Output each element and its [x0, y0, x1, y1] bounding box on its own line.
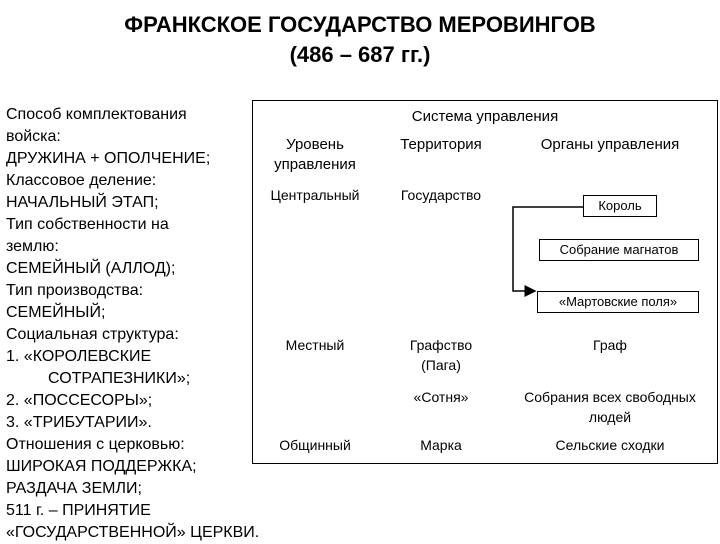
social-item-1: 1. «КОРОЛЕВСКИЕ [6, 348, 152, 365]
property-label-cont: землю: [6, 238, 59, 255]
church-label: Отношения с церковью: [6, 436, 185, 453]
page-title: ФРАНКСКОЕ ГОСУДАРСТВО МЕРОВИНГОВ [124, 12, 596, 37]
church-value-3: 511 г. – ПРИНЯТИЕ [6, 502, 151, 519]
hundred-territory: «Сотня» [413, 389, 469, 405]
property-value: СЕМЕЙНЫЙ (АЛЛОД); [6, 260, 176, 277]
army-label-cont: войска: [6, 128, 61, 145]
army-label: Способ комплектования [6, 106, 187, 123]
king-box: Король [583, 195, 657, 217]
local-level: Местный [285, 337, 345, 353]
local-organ: Граф [593, 337, 627, 353]
social-label: Социальная структура: [6, 326, 179, 343]
church-value-2: РАЗДАЧА ЗЕМЛИ; [6, 480, 142, 497]
army-value: ДРУЖИНА + ОПОЛЧЕНИЕ; [6, 150, 211, 167]
community-territory: Марка [420, 437, 462, 453]
production-value: СЕМЕЙНЫЙ; [6, 304, 106, 321]
hundred-organ-2: людей [588, 409, 632, 425]
march-fields-box: «Мартовские поля» [537, 291, 699, 313]
governance-table [252, 100, 718, 464]
class-value: НАЧАЛЬНЫЙ ЭТАП; [6, 194, 159, 211]
magnates-box: Собрание магнатов [539, 239, 699, 261]
header-territory: Территория [400, 136, 482, 153]
local-territory-2: (Пага) [421, 357, 461, 373]
header-level-1: Уровень [286, 136, 344, 153]
social-item-3: 3. «ТРИБУТАРИИ». [6, 414, 152, 431]
hundred-organ-1: Собрания всех свободных [524, 389, 696, 405]
community-level: Общинный [279, 437, 351, 453]
social-item-2: 2. «ПОССЕСОРЫ»; [6, 392, 153, 409]
class-label: Классовое деление: [6, 172, 157, 189]
central-territory: Государство [400, 187, 482, 203]
property-label: Тип собственности на [6, 216, 169, 233]
production-label: Тип производства: [6, 282, 144, 299]
church-value-4: «ГОСУДАРСТВЕННОЙ» ЦЕРКВИ. [6, 524, 260, 541]
header-level-2: управления [274, 156, 356, 173]
community-organ: Сельские сходки [555, 437, 665, 453]
header-organs: Органы управления [540, 136, 680, 153]
social-item-1-cont: СОТРАПЕЗНИКИ»; [48, 370, 191, 387]
church-value-1: ШИРОКАЯ ПОДДЕРЖКА; [6, 458, 197, 475]
central-level: Центральный [270, 187, 360, 203]
local-territory-1: Графство [409, 337, 473, 353]
table-caption: Система управления [411, 108, 559, 125]
page-subtitle-dates: (486 – 687 гг.) [289, 42, 431, 67]
